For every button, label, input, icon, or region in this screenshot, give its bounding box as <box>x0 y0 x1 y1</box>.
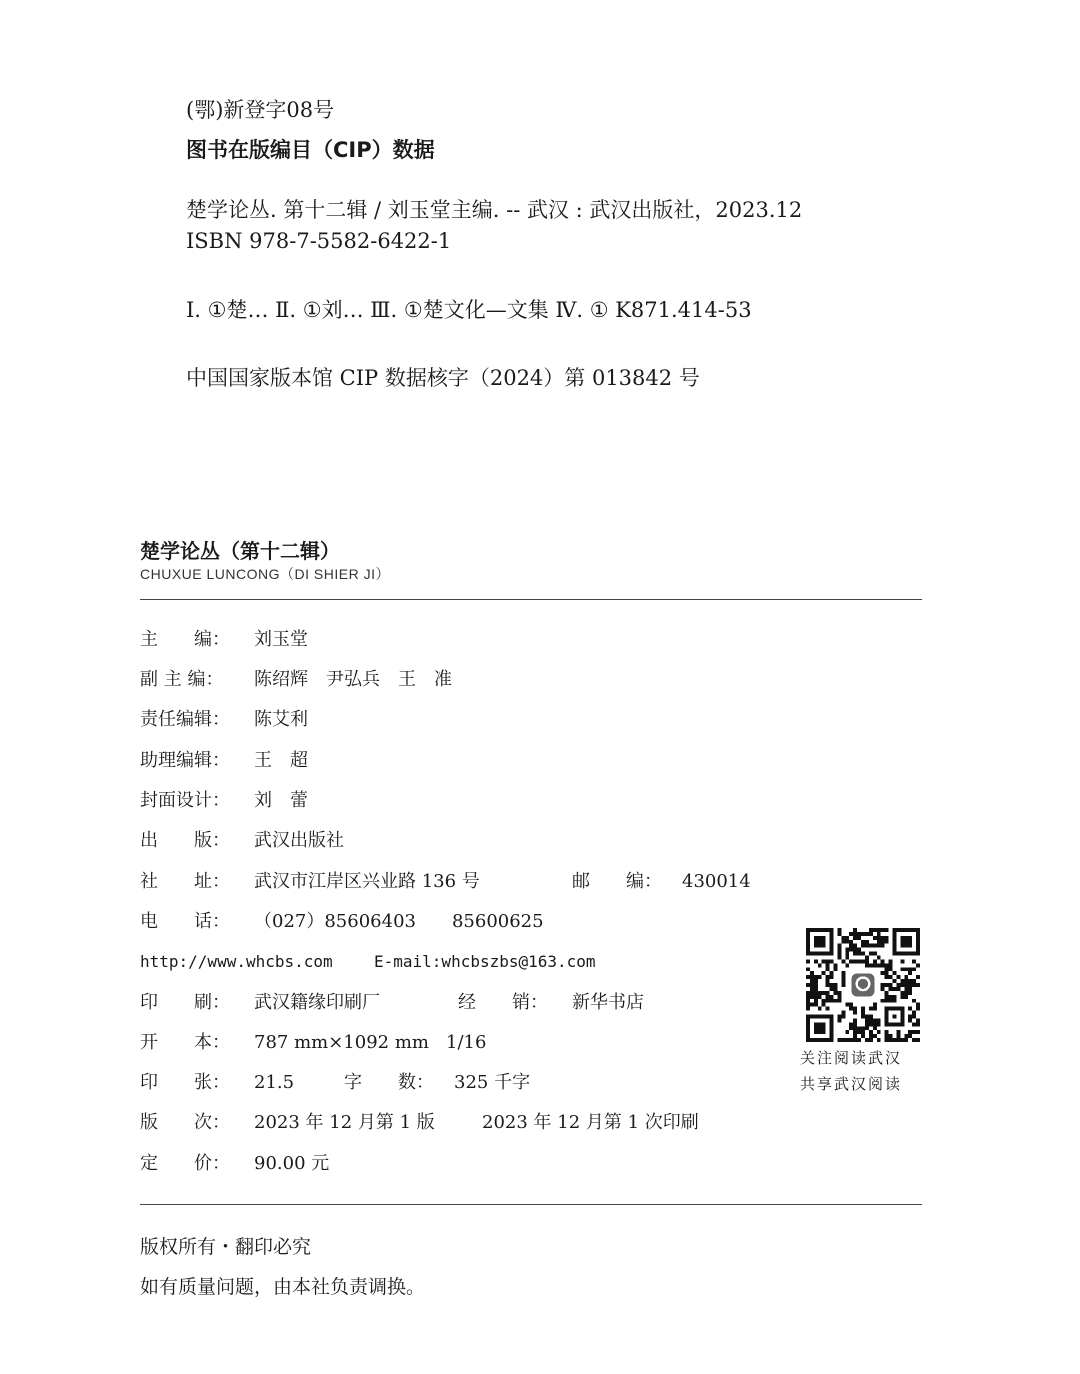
postcode-value: 430014 <box>682 871 751 892</box>
credit-label: 助理编辑： <box>140 750 230 771</box>
credit-label: 副 主 编： <box>140 669 224 690</box>
website-url: http://www.whcbs.com <box>140 952 333 971</box>
copyright-notice: 版权所有・翻印必究 <box>140 1236 312 1258</box>
credit-label: 主 编： <box>140 629 230 650</box>
registration-number: (鄂)新登字08号 <box>186 98 335 122</box>
credit-value: 刘 蕾 <box>254 790 308 811</box>
top-divider <box>140 599 922 600</box>
postcode-label: 邮 编： <box>572 871 662 892</box>
printing-value: 2023 年 12 月第 1 次印刷 <box>482 1112 699 1133</box>
credit-value: 21.5 <box>254 1072 295 1093</box>
credit-value: 武汉籍缘印刷厂 <box>254 992 380 1013</box>
credit-label: 责任编辑： <box>140 709 230 730</box>
format-fold: 1/16 <box>446 1032 487 1053</box>
credit-value: 武汉市江岸区兴业路 136 号 <box>254 871 480 892</box>
distributor-value: 新华书店 <box>572 992 644 1013</box>
qr-code <box>806 928 920 1042</box>
credit-label: 电 话： <box>140 911 230 932</box>
credit-value: 陈绍辉 尹弘兵 王 准 <box>254 669 452 690</box>
cip-heading: 图书在版编目（CIP）数据 <box>186 138 435 162</box>
distributor-label: 经 销： <box>458 992 548 1013</box>
qr-code-icon <box>806 928 920 1042</box>
email-address: E-mail:whcbszbs@163.com <box>374 952 596 971</box>
credit-label: 印 张： <box>140 1072 230 1093</box>
credit-label: 版 次： <box>140 1112 230 1133</box>
credit-value: 陈艾利 <box>254 709 308 730</box>
credit-label: 封面设计： <box>140 790 230 811</box>
word-count-label: 字 数： <box>344 1072 434 1093</box>
credit-web <box>140 952 596 971</box>
qr-caption-line2: 共享武汉阅读 <box>800 1075 903 1093</box>
cip-classification: Ⅰ. ①楚… Ⅱ. ①刘… Ⅲ. ①楚文化—文集 Ⅳ. ① K871.414-53 <box>186 298 752 322</box>
credit-value: （027）85606403 85600625 <box>254 911 544 932</box>
book-title: 楚学论丛（第十二辑） <box>140 539 340 563</box>
credit-label: 出 版： <box>140 830 230 851</box>
quality-notice: 如有质量问题，由本社负责调换。 <box>140 1276 426 1298</box>
bottom-divider <box>140 1204 922 1205</box>
credit-label: 定 价： <box>140 1153 230 1174</box>
cip-record-line: 楚学论丛. 第十二辑 / 刘玉堂主编. -- 武汉 : 武汉出版社，2023.12 <box>186 198 803 222</box>
word-count-value: 325 千字 <box>454 1072 531 1093</box>
credit-label: 印 刷： <box>140 992 230 1013</box>
credit-value: 90.00 元 <box>254 1153 330 1174</box>
credit-value: 787 mm×1092 mm <box>254 1032 429 1053</box>
qr-caption-line1: 关注阅读武汉 <box>800 1049 903 1067</box>
cip-isbn: ISBN 978-7-5582-6422-1 <box>186 229 452 253</box>
credit-label: 社 址： <box>140 871 230 892</box>
credit-label: 开 本： <box>140 1032 230 1053</box>
book-title-pinyin: CHUXUE LUNCONG（DI SHIER JI） <box>140 566 390 582</box>
cip-verification: 中国国家版本馆 CIP 数据核字（2024）第 013842 号 <box>186 366 700 390</box>
credit-value: 刘玉堂 <box>254 629 308 650</box>
credit-value: 王 超 <box>254 750 308 771</box>
credit-value: 武汉出版社 <box>254 830 344 851</box>
credit-value: 2023 年 12 月第 1 版 <box>254 1112 435 1133</box>
